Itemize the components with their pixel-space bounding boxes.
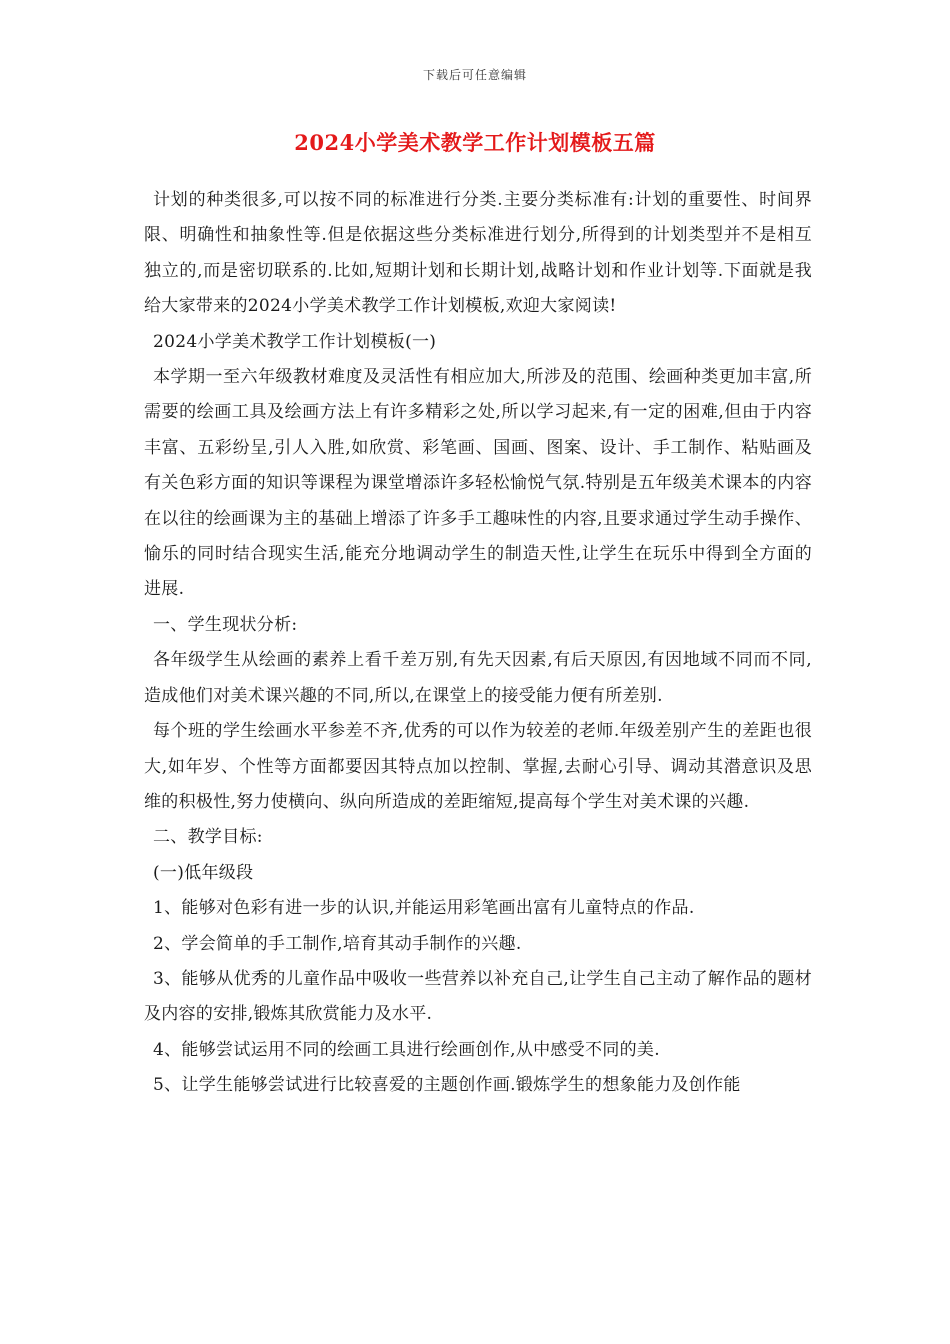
document-title: 2024小学美术教学工作计划模板五篇 [294,130,656,155]
paragraph-textbook: 本学期一至六年级教材难度及灵活性有相应加大,所涉及的范围、绘画种类更加丰富,所需要的绘画工具及绘画方法上有许多精彩之处,所以学习起来,有一定的困难,但由于内容丰富、五彩纷呈,引人入胜,如欣赏、彩笔画、国画、图案、设计、手工制作、粘贴画及有关色彩方面的知识等课程为课堂增添许多轻松愉悦气氛.特别是五年级美术课本的内容在以往的绘画课为主的基础上增添了许多手工趣味性的内容,且要求通过学生动手操作、愉乐的同时结合现实生活,能充分地调动学生的制造天性,让学生在玩乐中得到全方面的进展. [144,367,812,600]
header-note: 下载后可任意编辑 [422,68,527,82]
paragraph-student-differences: 各年级学生从绘画的素养上看千差万别,有先天因素,有后天原因,有因地域不同而不同,造成他们对美术课兴趣的不同,所以,在课堂上的接受能力便有所差别. [144,650,812,706]
list-item-goal-4: 4、能够尝试运用不同的绘画工具进行绘画创作,从中感受不同的美. [153,1039,660,1060]
list-item-goal-1: 1、能够对色彩有进一步的认识,并能运用彩笔画出富有儿童特点的作品. [153,898,695,919]
subsection-heading-lower-grades: (一)低年级段 [153,862,254,883]
section-heading-template-1: 2024小学美术教学工作计划模板(一) [153,331,437,352]
section-heading-student-analysis: 一、学生现状分析: [153,614,298,635]
list-item-goal-5: 5、让学生能够尝试进行比较喜爱的主题创作画.锻炼学生的想象能力及创作能 [153,1075,741,1096]
list-item-goal-2: 2、学会简单的手工制作,培育其动手制作的兴趣. [153,933,522,954]
paragraph-intro: 计划的种类很多,可以按不同的标准进行分类.主要分类标准有:计划的重要性、时间界限、明确性和抽象性等.但是依据这些分类标准进行划分,所得到的计划类型并不是相互独立的,而是密切联系的.比如,短期计划和长期计划,战略计划和作业计划等.下面就是我给大家带来的2024小学美术教学工作计划模板,欢迎大家阅读! [144,190,812,317]
paragraph-class-levels: 每个班的学生绘画水平参差不齐,优秀的可以作为较差的老师.年级差别产生的差距也很大,如年岁、个性等方面都要因其特点加以控制、掌握,去耐心引导、调动其潜意识及思维的积极性,努力使横向、纵向所造成的差距缩短,提高每个学生对美术课的兴趣. [144,721,812,812]
document-body [144,183,812,1104]
section-heading-teaching-goals: 二、教学目标: [153,827,263,848]
list-item-goal-3: 3、能够从优秀的儿童作品中吸收一些营养以补充自己,让学生自己主动了解作品的题材及内容的安排,锻炼其欣赏能力及水平. [144,968,812,1025]
